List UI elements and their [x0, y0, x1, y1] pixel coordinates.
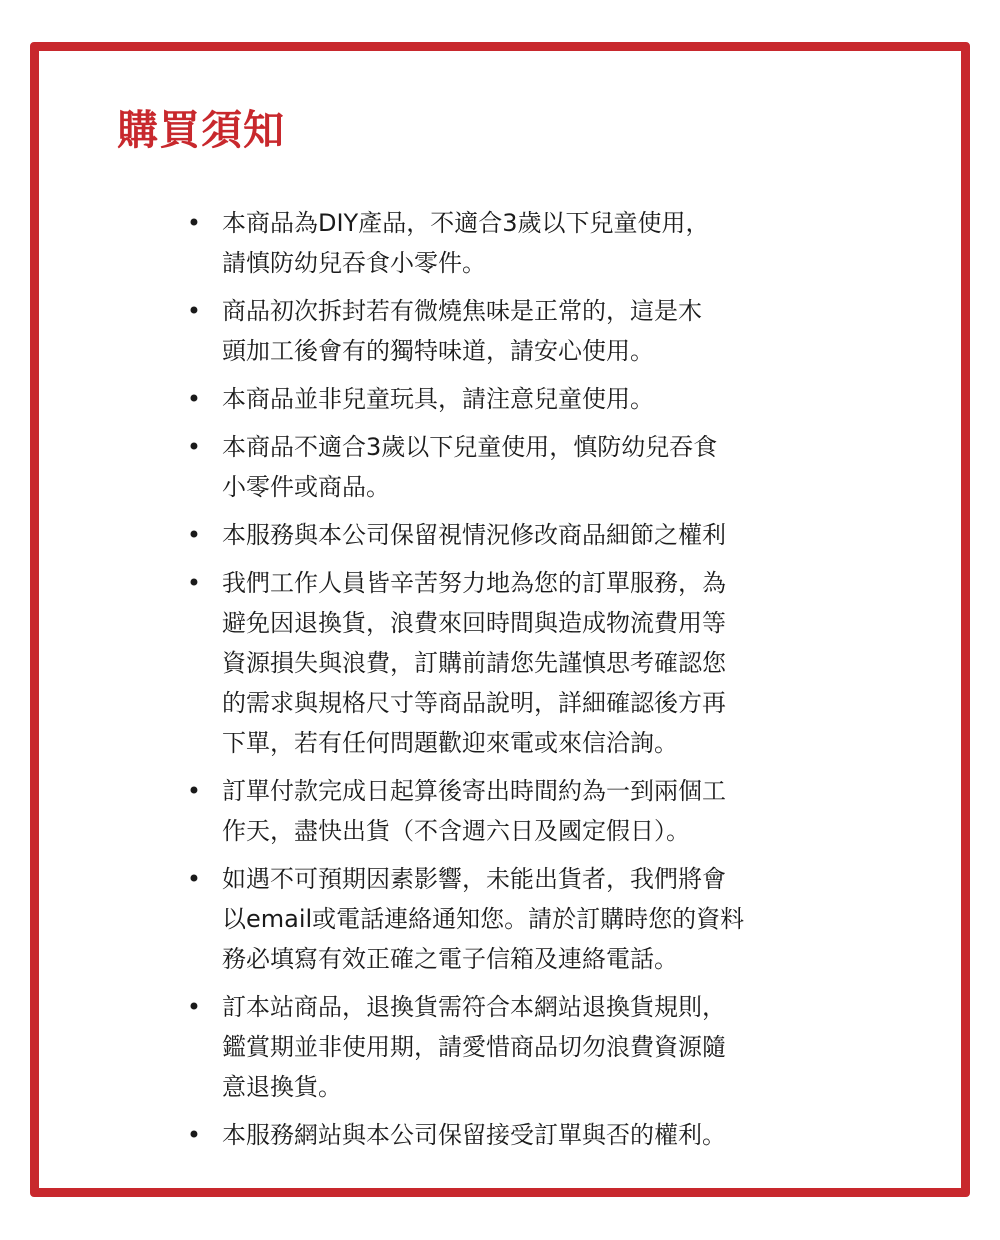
notice-frame — [30, 42, 970, 1197]
bullet-icon: • — [186, 385, 202, 413]
bullet-icon: • — [186, 297, 202, 325]
notice-text-line: 的需求與規格尺寸等商品說明，詳細確認後方再 — [222, 689, 726, 717]
page-title: 購買須知 — [117, 106, 285, 154]
bullet-icon: • — [186, 1121, 202, 1149]
bullet-icon: • — [186, 865, 202, 893]
bullet-icon: • — [186, 209, 202, 237]
notice-text-line: 意退換貨。 — [222, 1073, 342, 1101]
notice-text-line: 我們工作人員皆辛苦努力地為您的訂單服務，為 — [222, 569, 726, 597]
notice-item — [186, 203, 842, 283]
notice-item — [186, 563, 842, 763]
notice-text-line: 本服務與本公司保留視情況修改商品細節之權利 — [222, 521, 726, 549]
notice-text-line: 以email或電話連絡通知您。請於訂購時您的資料 — [222, 905, 745, 933]
notice-list — [186, 203, 842, 1163]
notice-item — [186, 987, 842, 1107]
notice-item — [186, 379, 842, 419]
notice-item — [186, 859, 842, 979]
bullet-icon: • — [186, 993, 202, 1021]
notice-item — [186, 291, 842, 371]
notice-item — [186, 515, 842, 555]
notice-text-line: 避免因退換貨，浪費來回時間與造成物流費用等 — [222, 609, 726, 637]
notice-text-line: 作天，盡快出貨（不含週六日及國定假日）。 — [222, 817, 690, 845]
notice-text-line: 下單，若有任何問題歡迎來電或來信洽詢。 — [222, 729, 678, 757]
bullet-icon: • — [186, 569, 202, 597]
notice-text-line: 本商品不適合3歲以下兒童使用，慎防幼兒吞食 — [222, 433, 718, 461]
bullet-icon: • — [186, 521, 202, 549]
notice-text-line: 請慎防幼兒吞食小零件。 — [222, 249, 486, 277]
notice-text-line: 頭加工後會有的獨特味道，請安心使用。 — [222, 337, 654, 365]
notice-text-line: 本服務網站與本公司保留接受訂單與否的權利。 — [222, 1121, 726, 1149]
notice-text-line: 務必填寫有效正確之電子信箱及連絡電話。 — [222, 945, 678, 973]
notice-text-line: 如遇不可預期因素影響，未能出貨者，我們將會 — [222, 865, 726, 893]
notice-text-line: 鑑賞期並非使用期，請愛惜商品切勿浪費資源隨 — [222, 1033, 726, 1061]
notice-text-line: 本商品並非兒童玩具，請注意兒童使用。 — [222, 385, 654, 413]
notice-item — [186, 427, 842, 507]
bullet-icon: • — [186, 433, 202, 461]
notice-text-line: 資源損失與浪費，訂購前請您先謹慎思考確認您 — [222, 649, 726, 677]
notice-text-line: 商品初次拆封若有微燒焦味是正常的，這是木 — [222, 297, 702, 325]
notice-text-line: 訂單付款完成日起算後寄出時間約為一到兩個工 — [222, 777, 726, 805]
bullet-icon: • — [186, 777, 202, 805]
notice-item — [186, 771, 842, 851]
notice-item — [186, 1115, 842, 1155]
notice-text-line: 本商品為DIY產品，不適合3歲以下兒童使用， — [222, 209, 710, 237]
notice-text-line: 小零件或商品。 — [222, 473, 390, 501]
notice-text-line: 訂本站商品，退換貨需符合本網站退換貨規則， — [222, 993, 726, 1021]
